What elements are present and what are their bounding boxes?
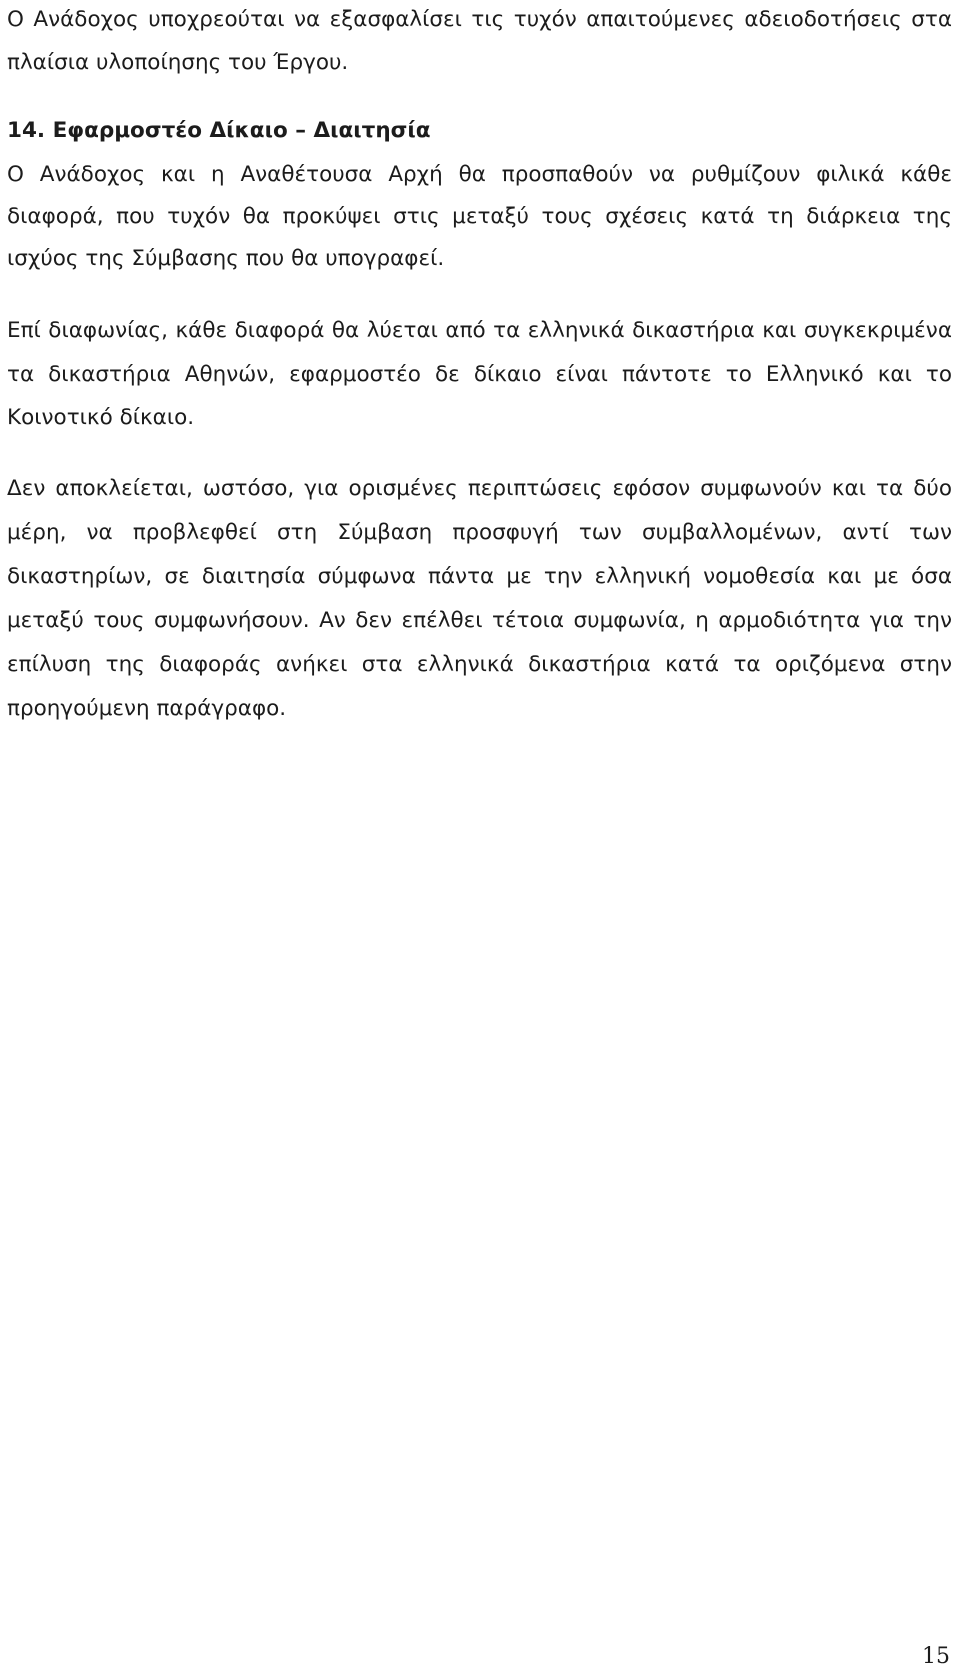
intro-line-2: πλαίσια υλοποίησης του Έργου.: [7, 50, 349, 75]
paragraph-2-line-3: Κοινοτικό δίκαιο.: [7, 405, 195, 430]
page-number: 15: [922, 1644, 950, 1669]
paragraph-3-line-1: Δεν αποκλείεται, ωστόσο, για ορισμένες περιπτώσεις εφόσον συμφωνούν και τα δύο: [7, 476, 952, 501]
section-heading: 14. Εφαρμοστέο Δίκαιο – Διαιτησία: [7, 118, 431, 143]
intro-line-1: Ο Ανάδοχος υποχρεούται να εξασφαλίσει τις τυχόν απαιτούμενες αδειοδοτήσεις στα: [7, 7, 952, 32]
paragraph-3-line-5: επίλυση της διαφοράς ανήκει στα ελληνικά δικαστήρια κατά τα οριζόμενα στην: [7, 652, 952, 677]
paragraph-1-line-2: διαφορά, που τυχόν θα προκύψει στις μεταξύ τους σχέσεις κατά τη διάρκεια της: [7, 204, 952, 229]
paragraph-3-line-2: μέρη, να προβλεφθεί στη Σύμβαση προσφυγή των συμβαλλομένων, αντί των: [7, 520, 952, 545]
paragraph-3-line-3: δικαστηρίων, σε διαιτησία σύμφωνα πάντα με την ελληνική νομοθεσία και με όσα: [7, 564, 952, 589]
paragraph-3-line-6: προηγούμενη παράγραφο.: [7, 696, 287, 721]
paragraph-1-line-1: Ο Ανάδοχος και η Αναθέτουσα Αρχή θα προσπαθούν να ρυθμίζουν φιλικά κάθε: [7, 162, 952, 187]
paragraph-3-line-4: μεταξύ τους συμφωνήσουν. Αν δεν επέλθει τέτοια συμφωνία, η αρμοδιότητα για την: [7, 608, 952, 633]
paragraph-2-line-2: τα δικαστήρια Αθηνών, εφαρμοστέο δε δίκαιο είναι πάντοτε το Ελληνικό και το: [7, 362, 952, 387]
paragraph-1-line-3: ισχύος της Σύμβασης που θα υπογραφεί.: [7, 246, 445, 271]
paragraph-2-line-1: Επί διαφωνίας, κάθε διαφορά θα λύεται από τα ελληνικά δικαστήρια και συγκεκριμένα: [7, 318, 952, 343]
